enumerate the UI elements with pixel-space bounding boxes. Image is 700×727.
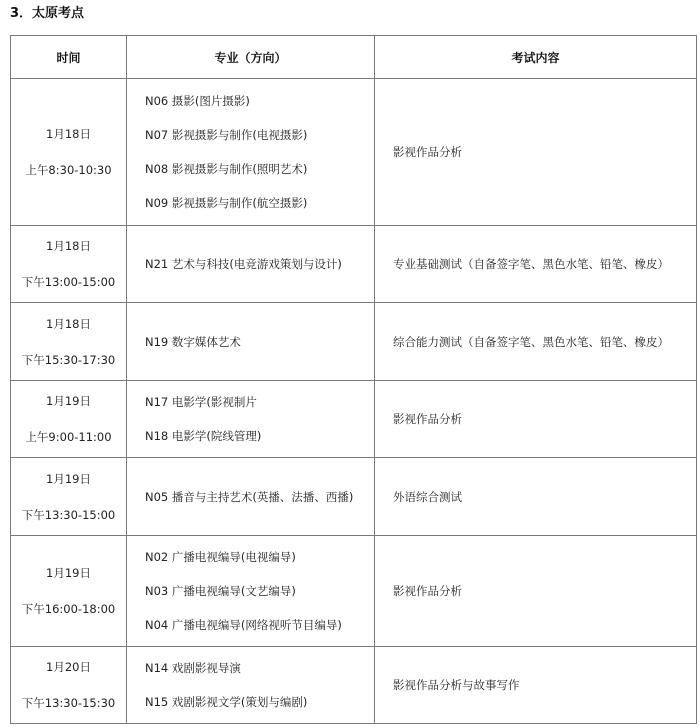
- exam-time: 上午8:30-10:30: [25, 163, 112, 177]
- time-cell: [11, 536, 127, 647]
- time-cell: [11, 458, 127, 536]
- major-cell: [127, 381, 375, 458]
- header-content: 考试内容: [375, 36, 697, 79]
- major-item: N04 广播电视编导(网络视听节目编导): [145, 618, 342, 632]
- exam-date: 1月18日: [46, 127, 91, 141]
- time-cell: [11, 303, 127, 381]
- exam-date: 1月19日: [46, 471, 91, 486]
- major-cell: [127, 536, 375, 647]
- exam-time: 下午13:30-15:30: [21, 696, 116, 710]
- table-row: [11, 381, 697, 458]
- major-item: N09 影视摄影与制作(航空摄影): [145, 196, 308, 210]
- time-cell: [11, 226, 127, 303]
- major-item: N18 电影学(院线管理): [145, 429, 262, 443]
- exam-content: 影视作品分析: [375, 381, 697, 458]
- exam-content: 专业基础测试（自备签字笔、黑色水笔、铅笔、橡皮）: [375, 226, 697, 303]
- major-item: N05 播音与主持艺术(英播、法播、西播): [145, 489, 354, 504]
- table-row: [11, 458, 697, 536]
- major-cell: [127, 226, 375, 303]
- exam-date: 1月20日: [46, 660, 91, 674]
- table-row: [11, 647, 697, 724]
- header-time: 时间: [11, 36, 127, 79]
- major-item: N15 戏剧影视文学(策划与编剧): [145, 695, 308, 709]
- major-item: N03 广播电视编导(文艺编导): [145, 584, 296, 598]
- major-cell: [127, 303, 375, 381]
- exam-content: 影视作品分析与故事写作: [375, 647, 697, 724]
- exam-content: 影视作品分析: [375, 79, 697, 226]
- exam-content: 影视作品分析: [375, 536, 697, 647]
- exam-time: 下午16:00-18:00: [21, 602, 116, 616]
- exam-time: 下午13:00-15:00: [21, 275, 116, 289]
- section-heading: 3．太原考点: [10, 6, 85, 21]
- major-cell: [127, 647, 375, 724]
- exam-schedule-table: [10, 35, 697, 724]
- major-item: N02 广播电视编导(电视编导): [145, 550, 296, 564]
- major-cell: [127, 79, 375, 226]
- major-item: N19 数字媒体艺术: [145, 334, 241, 349]
- exam-time: 下午15:30-17:30: [21, 352, 116, 367]
- table-header-row: [11, 36, 697, 79]
- exam-date: 1月18日: [46, 239, 91, 253]
- major-item: N21 艺术与科技(电竞游戏策划与设计): [145, 257, 342, 271]
- time-cell: [11, 79, 127, 226]
- exam-content: 外语综合测试: [375, 458, 697, 536]
- major-item: N14 戏剧影视导演: [145, 661, 241, 675]
- exam-date: 1月19日: [46, 566, 91, 580]
- header-major: 专业（方向）: [127, 36, 375, 79]
- exam-content: 综合能力测试（自备签字笔、黑色水笔、铅笔、橡皮）: [375, 303, 697, 381]
- major-item: N17 电影学(影视制片: [145, 395, 257, 409]
- exam-time: 下午13:30-15:00: [21, 507, 116, 522]
- major-cell: [127, 458, 375, 536]
- major-item: N08 影视摄影与制作(照明艺术): [145, 162, 308, 176]
- major-item: N07 影视摄影与制作(电视摄影): [145, 128, 308, 142]
- table-row: [11, 303, 697, 381]
- table-row: [11, 536, 697, 647]
- exam-time: 上午9:00-11:00: [25, 430, 112, 444]
- major-item: N06 摄影(图片摄影): [145, 94, 250, 108]
- table-row: [11, 79, 697, 226]
- time-cell: [11, 381, 127, 458]
- table-row: [11, 226, 697, 303]
- time-cell: [11, 647, 127, 724]
- exam-date: 1月18日: [46, 316, 91, 331]
- exam-date: 1月19日: [46, 394, 91, 408]
